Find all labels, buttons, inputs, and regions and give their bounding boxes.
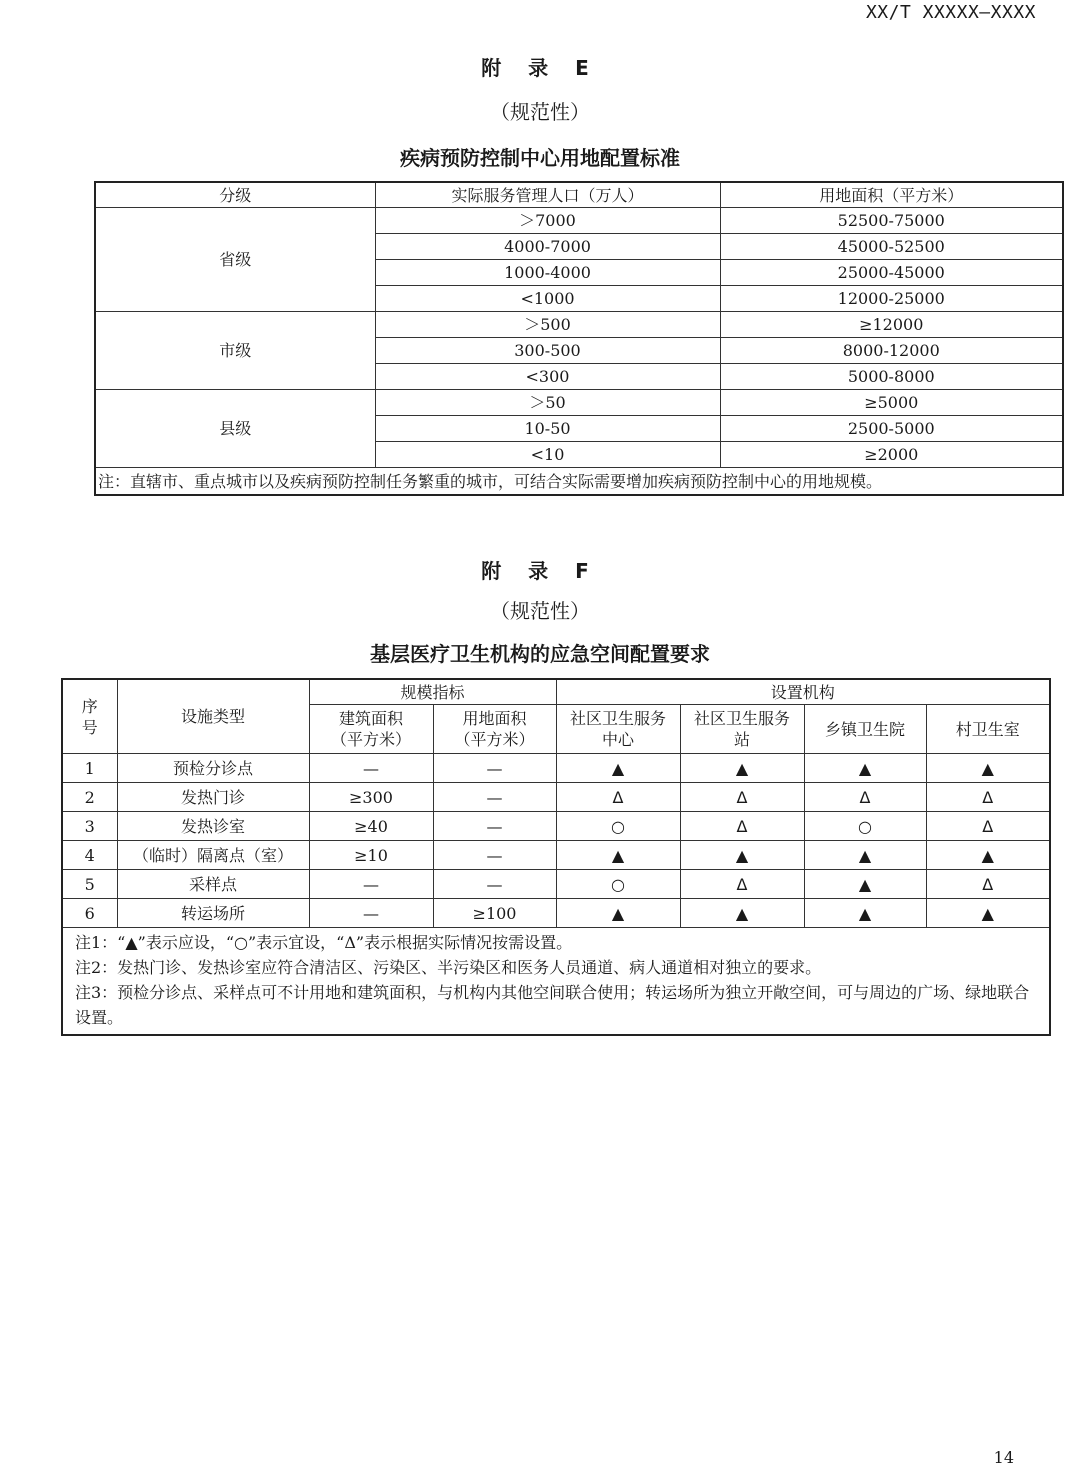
area-cell: ≥5000 <box>720 390 1063 416</box>
population-cell: 300-500 <box>375 338 720 364</box>
building-area-cell: — <box>309 870 433 899</box>
township-hospital-cell: ○ <box>804 812 926 841</box>
population-cell: ＞7000 <box>375 208 720 234</box>
table-row <box>62 783 1050 812</box>
township-hospital-cell: ▲ <box>804 870 926 899</box>
appendix-e-title: 疾病预防控制中心用地配置标准 <box>400 146 680 170</box>
community-center-cell: ▲ <box>556 899 680 928</box>
area-cell: 45000-52500 <box>720 234 1063 260</box>
row-number-cell: 4 <box>62 841 117 870</box>
population-cell: <300 <box>375 364 720 390</box>
building-area-cell: ≥40 <box>309 812 433 841</box>
township-hospital-cell: ▲ <box>804 841 926 870</box>
land-area-cell: — <box>433 841 556 870</box>
row-number-cell: 2 <box>62 783 117 812</box>
village-clinic-cell: ▲ <box>926 899 1050 928</box>
township-hospital-cell: Δ <box>804 783 926 812</box>
village-clinic-cell: ▲ <box>926 754 1050 783</box>
table-header-row <box>62 679 1050 705</box>
population-cell: <10 <box>375 442 720 468</box>
table-row <box>62 841 1050 870</box>
column-header-community-center: 社区卫生服务中心 <box>556 705 680 754</box>
population-cell: 4000-7000 <box>375 234 720 260</box>
row-number-cell: 5 <box>62 870 117 899</box>
community-station-cell: ▲ <box>680 899 804 928</box>
community-center-cell: Δ <box>556 783 680 812</box>
township-hospital-cell: ▲ <box>804 754 926 783</box>
column-header-land-area: 用地面积（平方米） <box>433 705 556 754</box>
land-area-cell: ≥100 <box>433 899 556 928</box>
area-cell: 8000-12000 <box>720 338 1063 364</box>
column-header: 用地面积（平方米） <box>720 182 1063 208</box>
facility-type-cell: 采样点 <box>117 870 309 899</box>
table-row <box>95 390 1063 416</box>
appendix-f-nature: （规范性） <box>490 599 590 623</box>
standard-code: XX/T XXXXX—XXXX <box>865 2 1036 23</box>
table-row <box>62 899 1050 928</box>
table-row <box>62 812 1050 841</box>
table-note: 注3：预检分诊点、采样点可不计用地和建筑面积，与机构内其他空间联合使用；转运场所为独立开敞空间，可与周边的广场、绿地联合设置。 <box>75 983 1030 1027</box>
facility-type-cell: 转运场所 <box>117 899 309 928</box>
land-area-cell: — <box>433 783 556 812</box>
page-number: 14 <box>993 1448 1014 1467</box>
column-header: 分级 <box>95 182 375 208</box>
building-area-cell: ≥10 <box>309 841 433 870</box>
table-note: 注1：“▲”表示应设，“○”表示宜设，“Δ”表示根据实际情况按需设置。 <box>75 933 573 952</box>
column-header-village-clinic: 村卫生室 <box>926 705 1050 754</box>
community-center-cell: ○ <box>556 812 680 841</box>
village-clinic-cell: Δ <box>926 783 1050 812</box>
population-cell: ＞500 <box>375 312 720 338</box>
township-hospital-cell: ▲ <box>804 899 926 928</box>
population-cell: ＞50 <box>375 390 720 416</box>
table-note: 注：直辖市、重点城市以及疾病预防控制任务繁重的城市，可结合实际需要增加疾病预防控制中心的用地规模。 <box>95 468 1063 496</box>
area-cell: 25000-45000 <box>720 260 1063 286</box>
appendix-f-title: 基层医疗卫生机构的应急空间配置要求 <box>370 642 710 666</box>
building-area-cell: — <box>309 899 433 928</box>
column-header-no: 序号 <box>62 679 117 754</box>
community-center-cell: ▲ <box>556 841 680 870</box>
population-cell: <1000 <box>375 286 720 312</box>
village-clinic-cell: Δ <box>926 812 1050 841</box>
row-number-cell: 1 <box>62 754 117 783</box>
community-station-cell: Δ <box>680 783 804 812</box>
land-standard-table <box>94 181 1064 496</box>
row-number-cell: 3 <box>62 812 117 841</box>
land-area-cell: — <box>433 870 556 899</box>
village-clinic-cell: Δ <box>926 870 1050 899</box>
area-cell: 5000-8000 <box>720 364 1063 390</box>
column-header-township-hospital: 乡镇卫生院 <box>804 705 926 754</box>
row-number-cell: 6 <box>62 899 117 928</box>
column-header-facility-type: 设施类型 <box>117 679 309 754</box>
facility-type-cell: 预检分诊点 <box>117 754 309 783</box>
area-cell: 52500-75000 <box>720 208 1063 234</box>
area-cell: 2500-5000 <box>720 416 1063 442</box>
table-header-row <box>95 182 1063 208</box>
table-row <box>62 870 1050 899</box>
appendix-f-label: 附 录 F <box>481 559 599 583</box>
community-station-cell: Δ <box>680 812 804 841</box>
column-header-building-area: 建筑面积（平方米） <box>309 705 433 754</box>
appendix-e-nature: （规范性） <box>490 100 590 124</box>
land-area-cell: — <box>433 754 556 783</box>
building-area-cell: ≥300 <box>309 783 433 812</box>
community-station-cell: ▲ <box>680 841 804 870</box>
table-notes <box>62 928 1050 1036</box>
area-cell: 12000-25000 <box>720 286 1063 312</box>
level-cell: 县级 <box>95 390 375 468</box>
community-station-cell: ▲ <box>680 754 804 783</box>
column-header-scale-group: 规模指标 <box>309 679 556 705</box>
table-notes-row <box>62 928 1050 1036</box>
community-center-cell: ○ <box>556 870 680 899</box>
level-cell: 省级 <box>95 208 375 312</box>
village-clinic-cell: ▲ <box>926 841 1050 870</box>
column-header-community-station: 社区卫生服务站 <box>680 705 804 754</box>
table-row <box>95 208 1063 234</box>
population-cell: 10-50 <box>375 416 720 442</box>
population-cell: 1000-4000 <box>375 260 720 286</box>
area-cell: ≥12000 <box>720 312 1063 338</box>
table-note-row <box>95 468 1063 496</box>
column-header-institution-group: 设置机构 <box>556 679 1050 705</box>
land-area-cell: — <box>433 812 556 841</box>
building-area-cell: — <box>309 754 433 783</box>
column-header: 实际服务管理人口（万人） <box>375 182 720 208</box>
facility-type-cell: 发热诊室 <box>117 812 309 841</box>
table-row <box>62 754 1050 783</box>
community-station-cell: Δ <box>680 870 804 899</box>
area-cell: ≥2000 <box>720 442 1063 468</box>
table-row <box>95 312 1063 338</box>
facility-type-cell: （临时）隔离点（室） <box>117 841 309 870</box>
facility-type-cell: 发热门诊 <box>117 783 309 812</box>
level-cell: 市级 <box>95 312 375 390</box>
appendix-e-label: 附 录 E <box>481 56 599 80</box>
community-center-cell: ▲ <box>556 754 680 783</box>
table-note: 注2：发热门诊、发热诊室应符合清洁区、污染区、半污染区和医务人员通道、病人通道相对独立的要求。 <box>75 958 822 977</box>
emergency-space-table <box>61 678 1051 1036</box>
